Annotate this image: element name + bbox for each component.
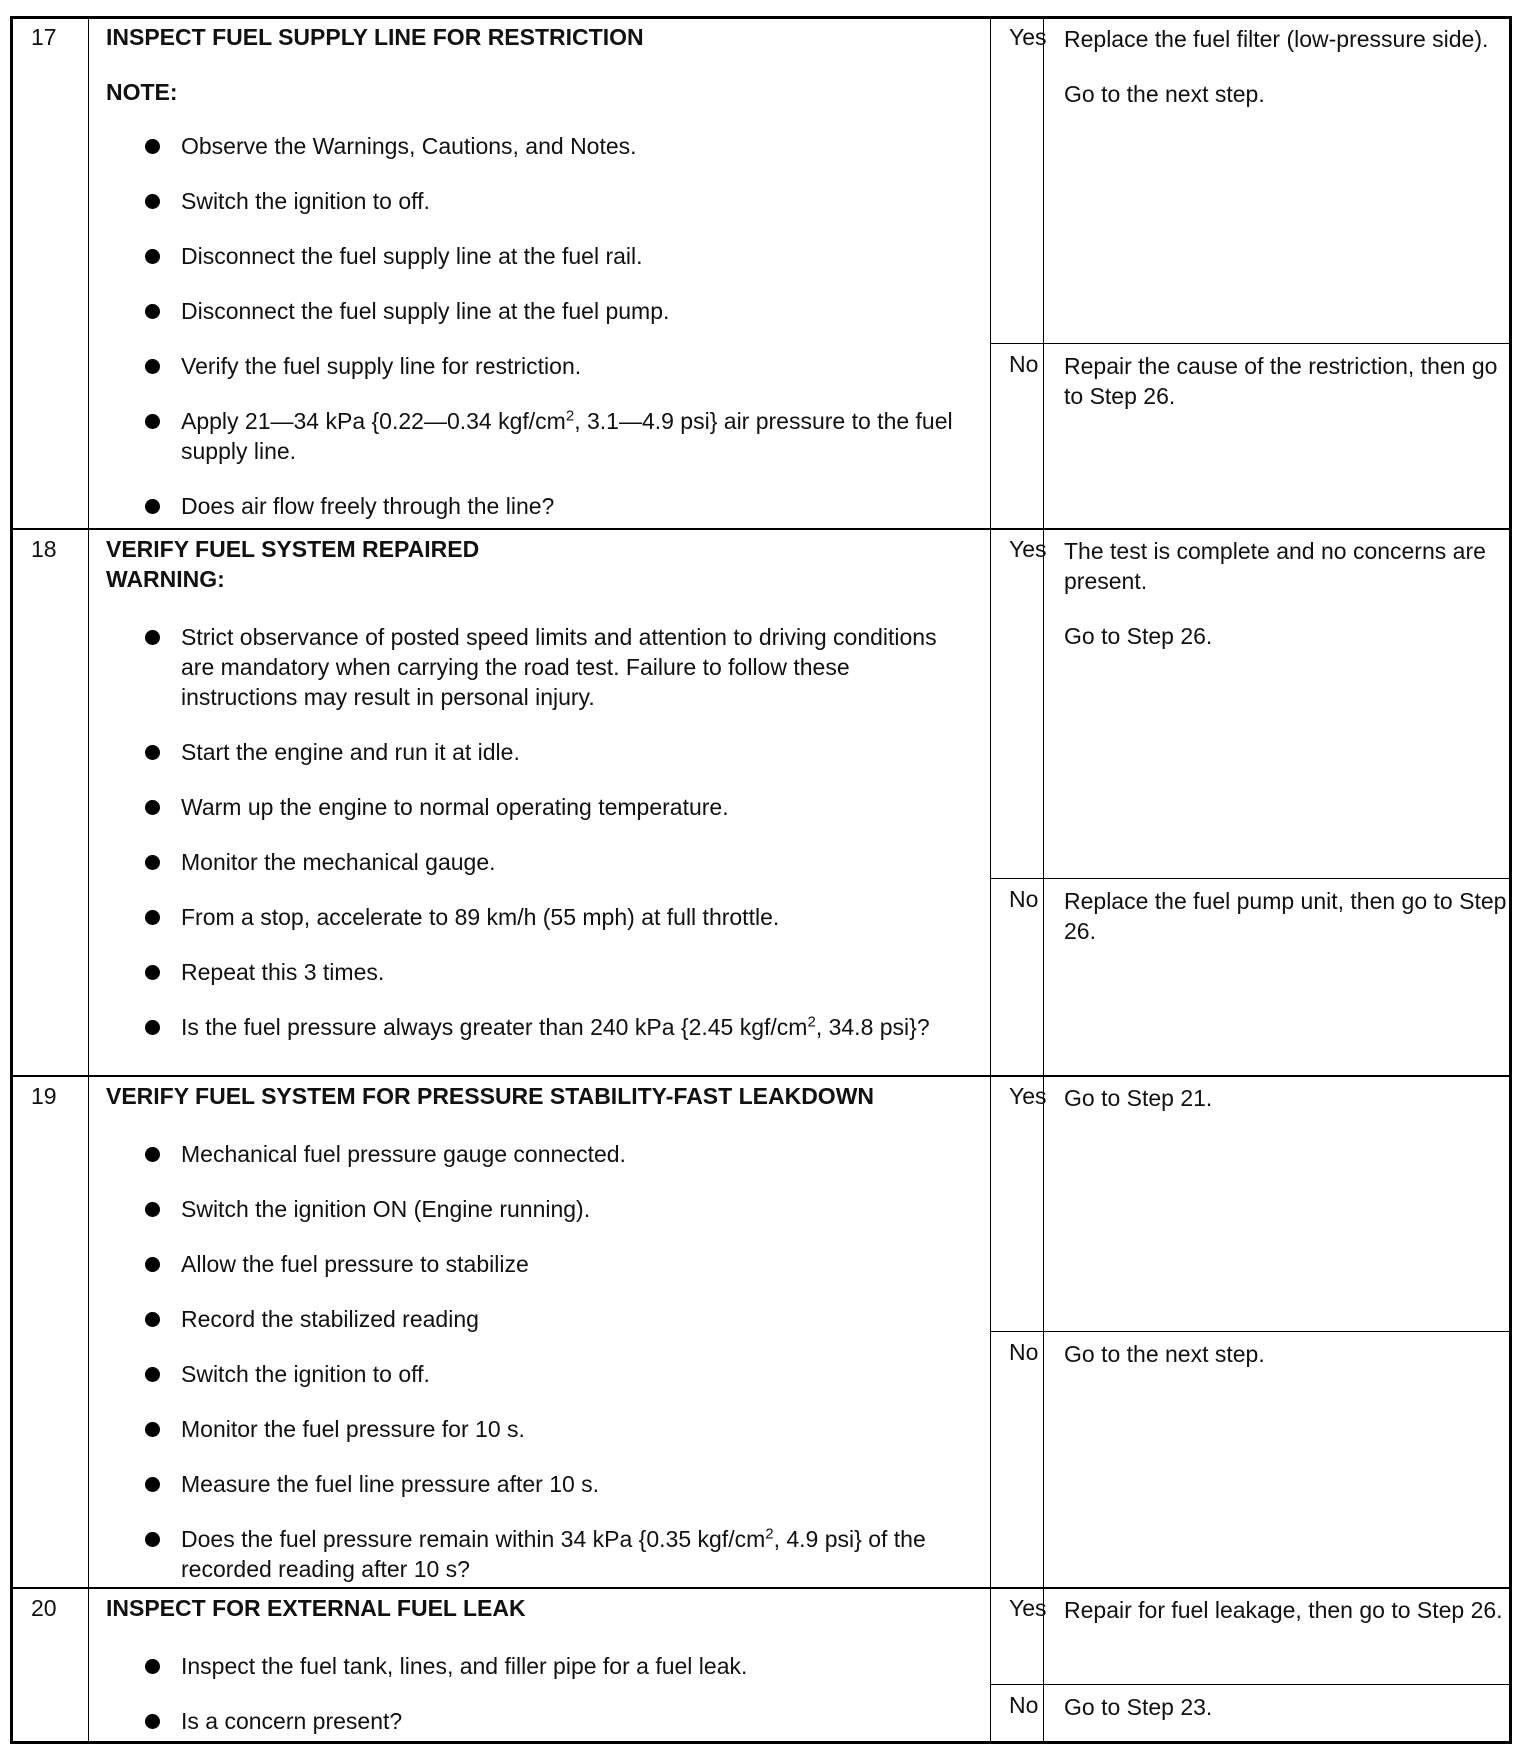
yes-no-divider: [990, 1684, 1509, 1685]
instruction-text: Apply 21—34 kPa {0.22—0.34 kgf/$cm^2$, 3.1—4.9 psi} air pressure to the fuel supply line.: [181, 407, 953, 464]
instruction-text: Observe the Warnings, Cautions, and Notes.: [181, 133, 637, 159]
yes-label: Yes: [1009, 1083, 1047, 1109]
yes-result: Go to Step 21.: [1064, 1085, 1213, 1111]
step-instructions: [141, 131, 971, 546]
instruction-text: Switch the ignition to off.: [181, 188, 430, 214]
step-title: VERIFY FUEL SYSTEM FOR PRESSURE STABILITY-FAST LEAKDOWN: [106, 1083, 875, 1109]
column-divider: [88, 19, 89, 1741]
no-label: No: [1009, 351, 1039, 377]
bullet-icon: [145, 1477, 160, 1492]
step-instructions: [141, 622, 971, 1067]
note-label: NOTE:: [106, 79, 178, 105]
instruction-text: Verify the fuel supply line for restriction.: [181, 353, 582, 379]
yes-label: Yes: [1009, 536, 1047, 562]
column-divider: [990, 19, 991, 1741]
bullet-icon: [145, 1202, 160, 1217]
step-number: 18: [31, 536, 57, 562]
list-item: [141, 1139, 971, 1169]
step-title: INSPECT FOR EXTERNAL FUEL LEAK: [106, 1595, 526, 1621]
bullet-icon: [145, 1422, 160, 1437]
list-item: [141, 1359, 971, 1389]
instruction-text: Monitor the mechanical gauge.: [181, 849, 496, 875]
yes-result: The test is complete and no concerns are present. Go to Step 26.: [1064, 538, 1486, 649]
bullet-icon: [145, 855, 160, 870]
bullet-icon: [145, 1257, 160, 1272]
instruction-text: Allow the fuel pressure to stabilize: [181, 1251, 529, 1277]
list-item: [141, 957, 971, 987]
bullet-icon: [145, 800, 160, 815]
list-item: [141, 1706, 971, 1736]
list-item: [141, 406, 971, 466]
step-title: INSPECT FUEL SUPPLY LINE FOR RESTRICTION: [106, 24, 644, 50]
list-item: [141, 1249, 971, 1279]
list-item: [141, 1194, 971, 1224]
bullet-icon: [145, 414, 160, 429]
instruction-text: Switch the ignition to off.: [181, 1361, 430, 1387]
instruction-text: Inspect the fuel tank, lines, and filler pipe for a fuel leak.: [181, 1653, 748, 1679]
list-item: [141, 241, 971, 271]
list-item: [141, 296, 971, 326]
step-instructions: [141, 1651, 971, 1761]
bullet-icon: [145, 1312, 160, 1327]
yes-no-divider: [990, 1331, 1509, 1332]
step-title: VERIFY FUEL SYSTEM REPAIRED: [106, 536, 480, 562]
no-label: No: [1009, 886, 1039, 912]
no-result: Go to the next step.: [1064, 1341, 1265, 1367]
warning-label: WARNING:: [106, 566, 225, 592]
yes-result: Repair for fuel leakage, then go to Step 26.: [1064, 1597, 1503, 1623]
list-item: [141, 622, 971, 712]
instruction-text: Strict observance of posted speed limits and attention to driving conditions are mandatory when carrying the road test. Failure to follow these instructions may result in personal injury.: [181, 624, 937, 710]
bullet-icon: [145, 194, 160, 209]
row-divider: [13, 1075, 1509, 1077]
list-item: [141, 1524, 971, 1584]
step-number: 19: [31, 1083, 57, 1109]
step-instructions: [141, 1139, 971, 1609]
list-item: [141, 186, 971, 216]
instruction-text: From a stop, accelerate to 89 km/h (55 mph) at full throttle.: [181, 904, 780, 930]
list-item: [141, 351, 971, 381]
list-item: [141, 1304, 971, 1334]
list-item: [141, 131, 971, 161]
instruction-text: Disconnect the fuel supply line at the fuel rail.: [181, 243, 643, 269]
bullet-icon: [145, 745, 160, 760]
instruction-text: Switch the ignition ON (Engine running).: [181, 1196, 591, 1222]
list-item: [141, 847, 971, 877]
no-label: No: [1009, 1339, 1039, 1365]
list-item: [141, 1414, 971, 1444]
instruction-text: Mechanical fuel pressure gauge connected.: [181, 1141, 626, 1167]
yes-label: Yes: [1009, 24, 1047, 50]
list-item: [141, 1012, 971, 1042]
no-result: Go to Step 23.: [1064, 1694, 1213, 1720]
instruction-text: Is a concern present?: [181, 1708, 403, 1734]
no-result: Repair the cause of the restriction, then go to Step 26.: [1064, 353, 1498, 409]
bullet-icon: [145, 304, 160, 319]
column-divider: [1043, 19, 1044, 1741]
instruction-text: Start the engine and run it at idle.: [181, 739, 520, 765]
bullet-icon: [145, 139, 160, 154]
no-result: Replace the fuel pump unit, then go to Step 26.: [1064, 888, 1507, 944]
step-number: 20: [31, 1595, 57, 1621]
instruction-text: Repeat this 3 times.: [181, 959, 385, 985]
bullet-icon: [145, 1147, 160, 1162]
diagnostic-table: [10, 16, 1512, 1744]
list-item: [141, 491, 971, 521]
instruction-text: Does the fuel pressure remain within 34 kPa {0.35 kgf/$cm^2$, 4.9 psi} of the recorded reading after 10 s?: [181, 1525, 926, 1582]
yes-no-divider: [990, 878, 1509, 879]
list-item: [141, 737, 971, 767]
instruction-text: Warm up the engine to normal operating temperature.: [181, 794, 729, 820]
bullet-icon: [145, 1659, 160, 1674]
bullet-icon: [145, 359, 160, 374]
bullet-icon: [145, 965, 160, 980]
list-item: [141, 1651, 971, 1681]
bullet-icon: [145, 1020, 160, 1035]
bullet-icon: [145, 910, 160, 925]
list-item: [141, 902, 971, 932]
instruction-text: Does air flow freely through the line?: [181, 493, 555, 519]
bullet-icon: [145, 249, 160, 264]
instruction-text: Monitor the fuel pressure for 10 s.: [181, 1416, 525, 1442]
no-label: No: [1009, 1692, 1039, 1718]
bullet-icon: [145, 630, 160, 645]
bullet-icon: [145, 1532, 160, 1547]
bullet-icon: [145, 1367, 160, 1382]
yes-result: Replace the fuel filter (low-pressure side). Go to the next step.: [1064, 26, 1489, 107]
step-number: 17: [31, 24, 57, 50]
instruction-text: Is the fuel pressure always greater than 240 kPa {2.45 kgf/$cm^2$, 34.8 psi}?: [181, 1013, 930, 1040]
yes-label: Yes: [1009, 1595, 1047, 1621]
yes-no-divider: [990, 343, 1509, 344]
instruction-text: Disconnect the fuel supply line at the fuel pump.: [181, 298, 670, 324]
bullet-icon: [145, 1714, 160, 1729]
list-item: [141, 792, 971, 822]
instruction-text: Measure the fuel line pressure after 10 s.: [181, 1471, 600, 1497]
bullet-icon: [145, 499, 160, 514]
list-item: [141, 1469, 971, 1499]
instruction-text: Record the stabilized reading: [181, 1306, 479, 1332]
